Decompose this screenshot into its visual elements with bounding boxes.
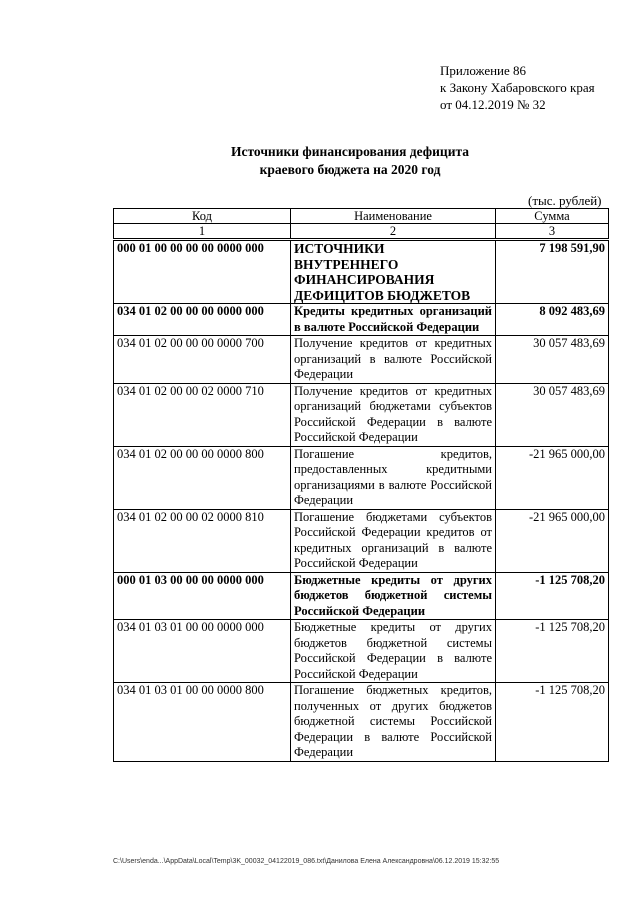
appendix-law-reference: к Закону Хабаровского края	[440, 80, 595, 95]
table-row	[114, 620, 609, 683]
column-number-name: 2	[291, 224, 496, 240]
row-name: ИСТОЧНИКИ ВНУТРЕННЕГО ФИНАНСИРОВАНИЯ ДЕФИЦИТОВ БЮДЖЕТОВ	[291, 240, 496, 304]
row-code: 034 01 02 00 00 02 0000 810	[114, 509, 291, 572]
table-row	[114, 383, 609, 446]
row-code: 034 01 02 00 00 00 0000 700	[114, 336, 291, 384]
header-sum: Сумма	[496, 209, 609, 224]
row-sum: 8 092 483,69	[496, 304, 609, 336]
row-code: 034 01 03 01 00 00 0000 000	[114, 620, 291, 683]
table-row	[114, 336, 609, 384]
row-name: Погашение кредитов, предоставленных кредитными организациями в валюте Российской Федерации	[291, 446, 496, 509]
column-number-row	[114, 224, 609, 240]
header-code: Код	[114, 209, 291, 224]
table-row	[114, 509, 609, 572]
appendix-number: Приложение 86	[440, 63, 527, 78]
document-title	[100, 143, 600, 179]
row-name: Бюджетные кредиты от других бюджетов бюджетной системы Российской Федерации в валюте Российской Федерации	[291, 620, 496, 683]
row-sum: 30 057 483,69	[496, 383, 609, 446]
row-code: 034 01 02 00 00 00 0000 800	[114, 446, 291, 509]
row-name: Кредиты кредитных организаций в валюте Российской Федерации	[291, 304, 496, 336]
row-code: 034 01 02 00 00 02 0000 710	[114, 383, 291, 446]
row-sum: 30 057 483,69	[496, 336, 609, 384]
row-sum: -21 965 000,00	[496, 509, 609, 572]
row-name: Бюджетные кредиты от других бюджетов бюджетной системы Российской Федерации	[291, 572, 496, 620]
row-sum: -1 125 708,20	[496, 572, 609, 620]
table-row	[114, 572, 609, 620]
row-code: 000 01 03 00 00 00 0000 000	[114, 572, 291, 620]
table-row	[114, 683, 609, 762]
row-name: Погашение бюджетами субъектов Российской Федерации кредитов от кредитных организаций в валюте Российской Федерации	[291, 509, 496, 572]
row-name: Погашение бюджетных кредитов, полученных от других бюджетов бюджетной системы Российской Федерации в валюте Российской Федерации	[291, 683, 496, 762]
table-row	[114, 240, 609, 304]
row-sum: -1 125 708,20	[496, 620, 609, 683]
row-sum: -1 125 708,20	[496, 683, 609, 762]
document-title-line-2: краевого бюджета на 2020 год	[259, 162, 441, 177]
row-code: 034 01 02 00 00 00 0000 000	[114, 304, 291, 336]
row-name: Получение кредитов от кредитных организаций бюджетами субъектов Российской Федерации в валюте Российской Федерации	[291, 383, 496, 446]
table-row	[114, 304, 609, 336]
row-code: 000 01 00 00 00 00 0000 000	[114, 240, 291, 304]
row-name: Получение кредитов от кредитных организаций в валюте Российской Федерации	[291, 336, 496, 384]
header-name: Наименование	[291, 209, 496, 224]
table-header-row	[114, 209, 609, 224]
column-number-code: 1	[114, 224, 291, 240]
table-row	[114, 446, 609, 509]
appendix-law-date: от 04.12.2019 № 32	[440, 97, 546, 112]
unit-label: (тыс. рублей)	[528, 193, 602, 208]
column-number-sum: 3	[496, 224, 609, 240]
document-title-line-1: Источники финансирования дефицита	[230, 144, 470, 159]
row-code: 034 01 03 01 00 00 0000 800	[114, 683, 291, 762]
financing-sources-table	[113, 208, 609, 762]
row-sum: 7 198 591,90	[496, 240, 609, 304]
appendix-header	[440, 62, 595, 113]
row-sum: -21 965 000,00	[496, 446, 609, 509]
file-path-footer: C:\Users\enda...\AppData\Local\Temp\3K_00032_04122019_086.txt\Данилова Елена Александровна\06.12.2019 15:32:55	[113, 858, 500, 865]
